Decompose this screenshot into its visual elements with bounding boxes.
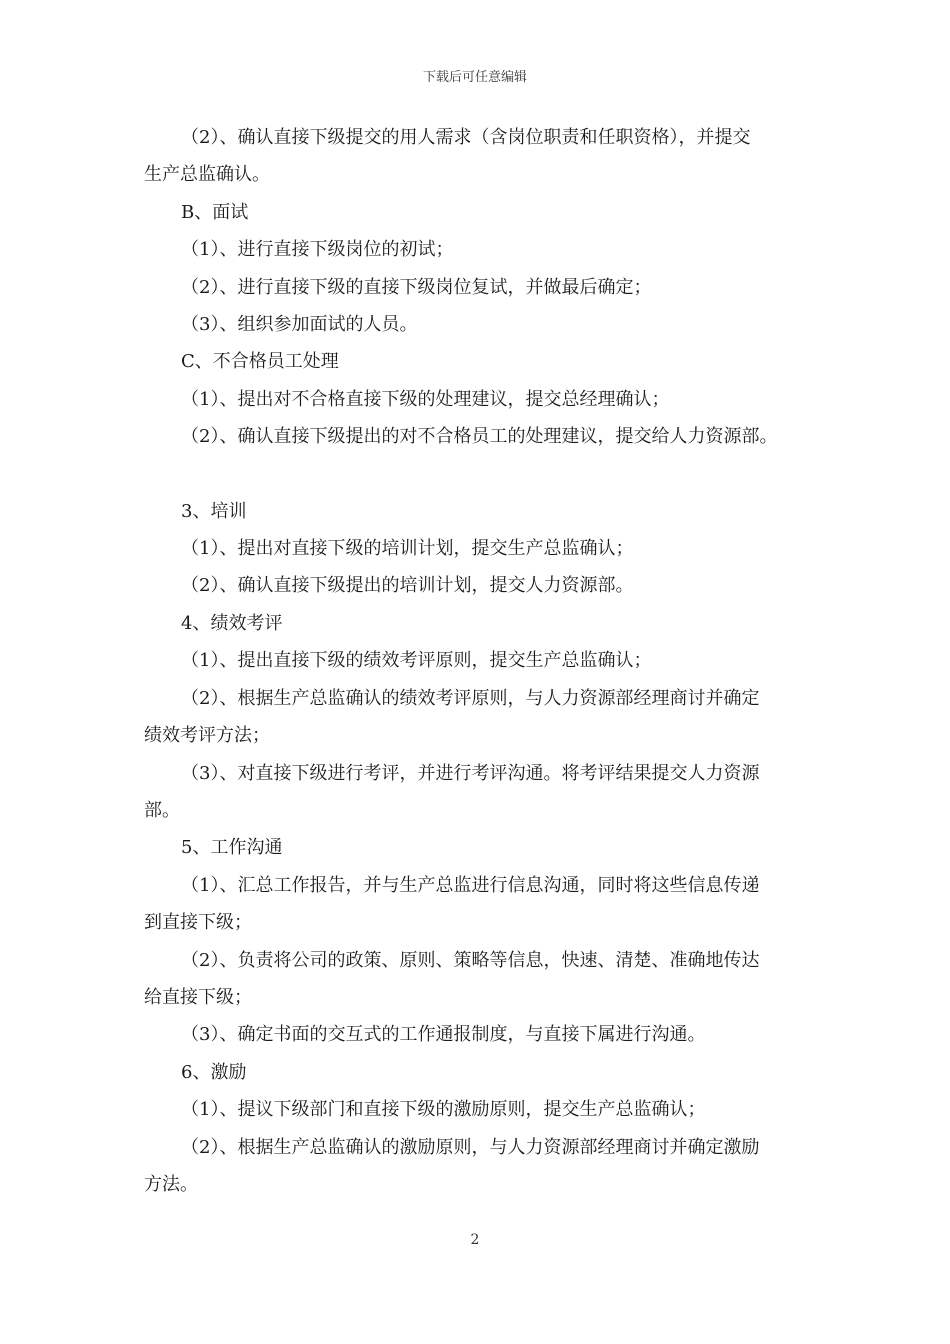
paragraph: （2）、确认直接下级提交的用人需求（含岗位职责和任职资格），并提交	[181, 127, 751, 148]
paragraph: （3）、组织参加面试的人员。	[181, 314, 418, 336]
paragraph: （2）、负责将公司的政策、原则、策略等信息，快速、清楚、准确地传达	[181, 949, 760, 971]
paragraph: 给直接下级；	[144, 986, 252, 1008]
paragraph: 绩效考评方法；	[144, 725, 270, 747]
page-number: 2	[470, 1232, 480, 1248]
paragraph: （2）、进行直接下级的直接下级岗位复试，并做最后确定；	[181, 276, 652, 298]
paragraph: （1）、进行直接下级岗位的初试；	[181, 239, 454, 261]
paragraph: （2）、根据生产总监确认的激励原则，与人力资源部经理商讨并确定激励	[181, 1136, 760, 1158]
paragraph: （1）、提议下级部门和直接下级的激励原则，提交生产总监确认；	[181, 1099, 706, 1121]
section-heading-interview: B、面试	[181, 201, 249, 223]
section-heading-performance: 4、绩效考评	[181, 612, 283, 634]
paragraph: （3）、确定书面的交互式的工作通报制度，与直接下属进行沟通。	[181, 1024, 706, 1046]
document-body	[144, 119, 824, 1203]
paragraph: （1）、提出对不合格直接下级的处理建议，提交总经理确认；	[181, 388, 670, 410]
paragraph: （1）、提出直接下级的绩效考评原则，提交生产总监确认；	[181, 650, 652, 672]
section-heading-incentive: 6、激励	[181, 1061, 247, 1083]
paragraph: 到直接下级；	[144, 912, 252, 934]
paragraph: 部。	[144, 799, 180, 821]
paragraph: （1）、提出对直接下级的培训计划，提交生产总监确认；	[181, 538, 634, 560]
paragraph-spacer	[144, 456, 824, 493]
paragraph: 生产总监确认。	[144, 164, 270, 186]
section-heading-communication: 5、工作沟通	[181, 837, 283, 859]
paragraph: 方法。	[144, 1173, 198, 1195]
section-heading-training: 3、培训	[181, 500, 247, 522]
section-heading-unqualified-staff: C、不合格员工处理	[181, 351, 339, 373]
paragraph: （2）、确认直接下级提出的对不合格员工的处理建议，提交给人力资源部。	[181, 426, 778, 448]
paragraph: （1）、汇总工作报告，并与生产总监进行信息沟通，同时将这些信息传递	[181, 874, 760, 896]
paragraph: （2）、确认直接下级提出的培训计划，提交人力资源部。	[181, 575, 634, 597]
paragraph: （2）、根据生产总监确认的绩效考评原则，与人力资源部经理商讨并确定	[181, 687, 760, 709]
page-header: 下载后可任意编辑	[422, 70, 527, 85]
paragraph: （3）、对直接下级进行考评，并进行考评沟通。将考评结果提交人力资源	[181, 762, 760, 784]
